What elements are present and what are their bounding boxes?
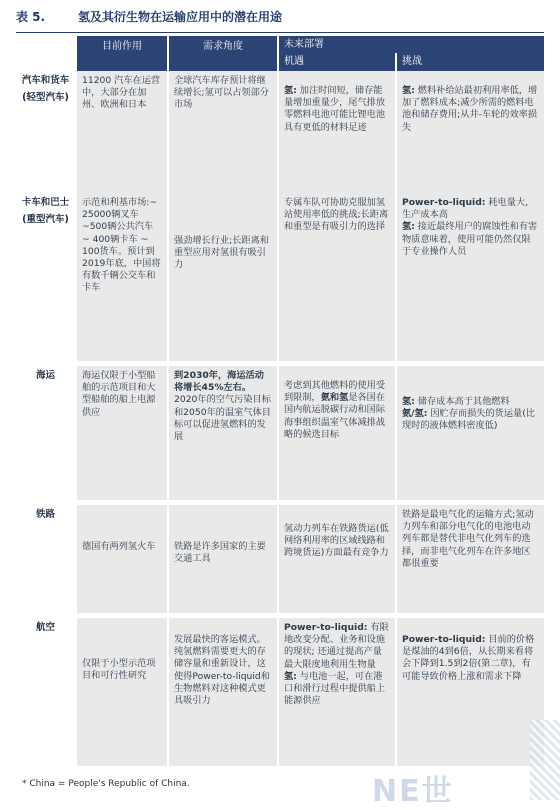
- header-future: 未来部署: [278, 36, 544, 53]
- row-label-main: 卡车和巴士: [21, 197, 70, 209]
- cell-opportunity: [278, 618, 396, 766]
- table-row-trucks: [16, 193, 544, 361]
- challenge-key-2: 氢:: [402, 221, 415, 233]
- footnote: * China = People's Republic of China.: [22, 779, 190, 789]
- challenge-key: 氢:: [402, 85, 415, 97]
- opportunity-key: Power-to-liquid:: [284, 622, 368, 634]
- demand-key: 到2030年，海运活动将增长45%左右。: [174, 370, 264, 394]
- table-row-aviation: [16, 618, 544, 766]
- challenge-text: 储存成本高于其他燃料: [414, 396, 510, 408]
- cell-demand: [168, 366, 278, 500]
- challenge-key-2: 氨/氢:: [402, 408, 428, 420]
- opportunity-key-2: 氢:: [284, 670, 297, 682]
- cell-challenge: 铁路是最电气化的运输方式;氢动力列车和部分电气化的电池电动列车都是替代非电气化列车的选择，而非电气化列车在许多地区都很重要: [396, 505, 544, 613]
- cell-demand: 发展最快的客运模式。纯氢燃料需要更大的存储容量和重新设计，这使得Power-to-liquid和生物燃料对这种模式更具吸引力: [168, 618, 278, 766]
- table-row-shipping: [16, 366, 544, 500]
- row-label: 航空: [16, 618, 76, 766]
- hydrogen-transport-table: [16, 36, 544, 766]
- demand-text: 2020年的空气污染目标和2050年的温室气体目标可以促进氢燃料的发展: [174, 394, 271, 442]
- header-row-top: [16, 36, 544, 53]
- challenge-text: 目前的价格是煤油的4到6倍，从长期来看将会下降到1.5到2倍(第二章)，有可能导致价格上涨和需求下降: [402, 634, 535, 682]
- cell-role: 海运仅限于小型船舶的示范项目和大型船舶的船上电源供应: [76, 366, 168, 500]
- challenge-key: Power-to-liquid:: [402, 197, 486, 209]
- table-caption: [16, 8, 544, 33]
- challenge-key: 氢:: [402, 396, 415, 408]
- cell-challenge: [396, 193, 544, 361]
- opportunity-text-b: 是各国在国内航运脱碳行动和国际海事组织温室气体减排战略的候选目标: [284, 392, 386, 440]
- table-row-rail: [16, 505, 544, 613]
- header-challenge: 挑战: [396, 53, 544, 71]
- opportunity-key: 氢:: [284, 85, 297, 97]
- opportunity-text-2: 与电池一起，可在港口和滑行过程中提供船上能源供应: [284, 670, 386, 707]
- cell-opportunity: [278, 366, 396, 500]
- table-row-cars: [16, 71, 544, 193]
- table-number: 表 5.: [16, 10, 46, 24]
- header-blank: [16, 36, 76, 71]
- row-label: 铁路: [16, 505, 76, 613]
- watermark-pattern: [530, 720, 560, 800]
- row-label: [16, 71, 76, 193]
- cell-demand: 强劲增长行业;长距离和重型应用对氢很有吸引力: [168, 193, 278, 361]
- challenge-text: 燃料补给站最初利用率低，增加了燃料成本;减少所需的燃料电池和储存费用;从井-车轮的效率损失: [402, 85, 538, 133]
- challenge-text-2: 接近最终用户的腐蚀性和有害物质意味着，使用可能仍然仅限于专业操作人员: [402, 221, 538, 257]
- opportunity-text: 有限地改变分配、业务和设施的现状; 还通过提高产量最大限度地利用生物量: [284, 622, 389, 670]
- row-label-sub: (轻型汽车): [22, 91, 69, 103]
- opportunity-key: 氨和氢: [320, 392, 349, 404]
- cell-challenge: [396, 366, 544, 500]
- cell-demand: 全球汽车库存预计将继续增长;氢可以占领部分市场: [168, 71, 278, 193]
- table-title: 氢及其衍生物在运输应用中的潜在用途: [78, 10, 283, 24]
- challenge-text: 耗电量大，生产成本高: [402, 197, 535, 221]
- row-label-sub: (重型汽车): [22, 213, 69, 225]
- row-label: 海运: [16, 366, 76, 500]
- row-label-main: 汽车和货车: [21, 75, 70, 87]
- header-role: 目前作用: [76, 36, 168, 71]
- cell-demand: 铁路是许多国家的主要交通工具: [168, 505, 278, 613]
- cell-opportunity: [278, 71, 396, 193]
- challenge-key: Power-to-liquid:: [402, 634, 486, 646]
- cell-role: 仅限于小型示范项目和可行性研究: [76, 618, 168, 766]
- opportunity-text-a: 考虑到其他燃料的使用受到限制，: [284, 380, 386, 404]
- cell-opportunity: 氢动力列车在铁路货运(低网络利用率的区域线路和跨境货运)方面最有竞争力: [278, 505, 396, 613]
- challenge-text-2: 因贮存而损失的货运量(比现时的液体燃料密度低): [402, 408, 535, 432]
- header-demand: 需求角度: [168, 36, 278, 71]
- cell-challenge: [396, 618, 544, 766]
- cell-opportunity: 专属车队可协助克服加氢站使用率低的挑战;长距离和重型是有吸引力的选择: [278, 193, 396, 361]
- cell-role: 德国有两列氢火车: [76, 505, 168, 613]
- header-opportunity: 机遇: [278, 53, 396, 71]
- row-label: [16, 193, 76, 361]
- cell-challenge: [396, 71, 544, 193]
- cell-role: 11200 汽车在运营中，大部分在加州、欧洲和日本: [76, 71, 168, 193]
- opportunity-text: 加注时间短，储存能量增加重量少，尾气排放零燃料电池可能比锂电池具有更低的材料足迹: [284, 85, 386, 133]
- cell-role: 示范和利基市场:~ 25000辆叉车 ~500辆公共汽车 ~ 400辆卡车 ~ 100货车。预计到2019年底，中国将有数千辆公交车和卡车: [76, 193, 168, 361]
- watermark-logo: NE世: [372, 774, 454, 809]
